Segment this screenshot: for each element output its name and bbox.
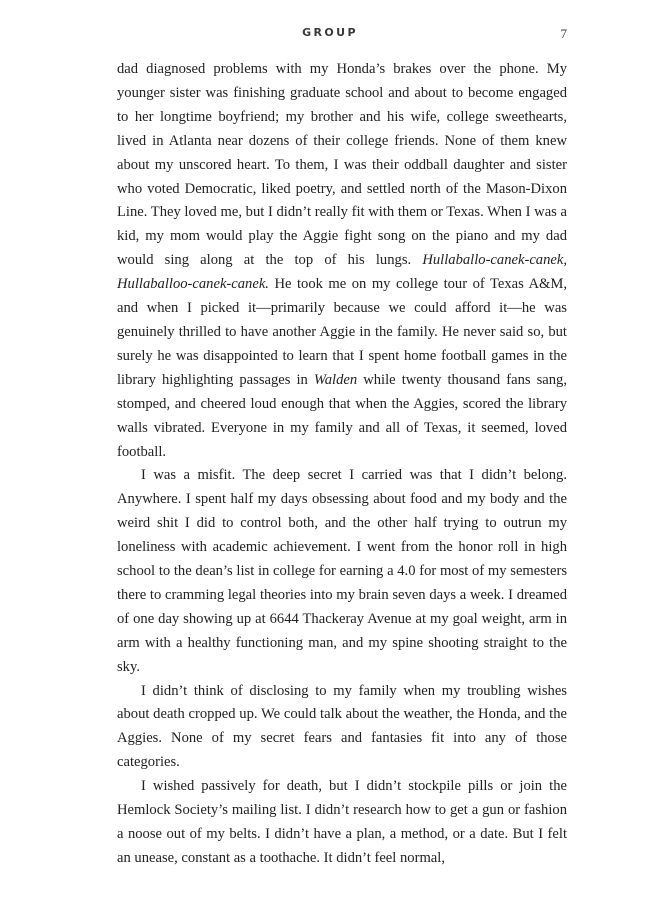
text-segment: I wished passively for death, but I didn’t stockpile pills or join the Hemlock Society’s mailing list. I didn’t research how to get a gun or fashion a noose out of my belts. I didn’t have a plan, a method, or a date. But I felt an unease, constant as a toothache. It didn’t feel normal, xyxy=(117,778,567,866)
text-segment: dad diagnosed problems with my Honda’s brakes over the phone. My younger sister was finishing graduate school and about to become engaged to her longtime boyfriend; my brother and his wife, college sweethearts, lived in Atlanta near dozens of their college friends. None of them knew about my unscored heart. To them, I was their oddball daughter and sister who voted Democratic, liked poetry, and settled north of the Mason-Dixon Line. They loved me, but I didn’t really fit with them or Texas. When I was a kid, my mom would play the Aggie fight song on the piano and my dad would sing along at the top of his lungs. xyxy=(117,61,567,269)
section-title: GROUP xyxy=(302,26,358,39)
paragraph-4 xyxy=(117,775,567,871)
paragraph-1 xyxy=(117,58,567,464)
text-segment: I was a misfit. The deep secret I carried was that I didn’t belong. Anywhere. I spent half my days obsessing about food and my body and the weird shit I did to control both, and the other half trying to outrun my loneliness with academic achievement. I went from the honor roll in high school to the dean’s list in college for earning a 4.0 for most of my semesters there to cramming legal theories into my brain seven days a week. I dreamed of one day showing up at 6644 Thackeray Avenue at my goal weight, arm in arm with a healthy functioning man, and my spine shooting straight to the sky. xyxy=(117,467,567,675)
paragraph-2 xyxy=(117,464,567,679)
italic-segment: Walden xyxy=(313,371,358,388)
text-segment: while twenty thousand fans sang, stomped, and cheered loud enough that when the Aggies, scored the library walls vibrated. Everyone in my family and all of Texas, it seemed, loved football. xyxy=(117,371,567,460)
running-header xyxy=(0,26,660,46)
text-segment: I didn’t think of disclosing to my family when my troubling wishes about death cropped up. We could talk about the weather, the Honda, and the Aggies. None of my secret fears and fantasies fit into any of those categories. xyxy=(117,682,567,771)
body-text xyxy=(117,58,567,871)
text-segment: He took me on my college tour of Texas A&M, and when I picked it—primarily because we could afford it—he was genuinely thrilled to have another Aggie in the family. He never said so, but surely he was disappointed to learn that I spent home football games in the library highlighting passages in xyxy=(117,276,567,388)
paragraph-3 xyxy=(117,680,567,776)
italic-segment: Hullaballo-canek-canek, Hullaballoo-canek-canek. xyxy=(117,252,567,293)
page-number: 7 xyxy=(560,26,567,41)
